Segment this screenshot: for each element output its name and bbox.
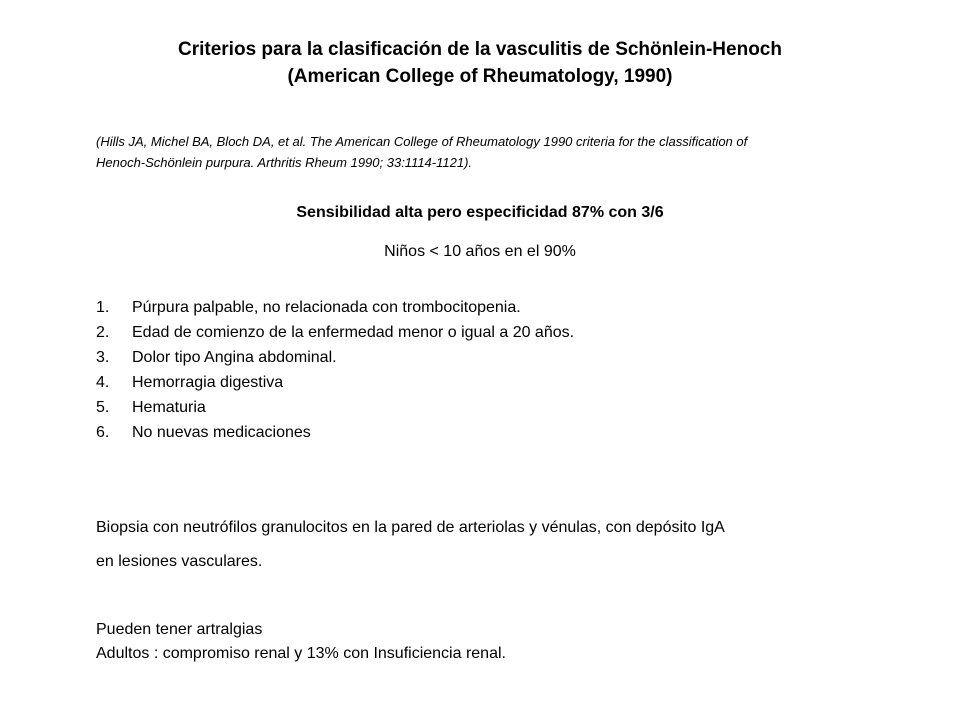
biopsy-line: Biopsia con neutrófilos granulocitos en la pared de arteriolas y vénulas, con depósito IgA — [96, 519, 725, 536]
criteria-text: Hematuria — [132, 399, 206, 416]
criteria-number: 5. — [96, 399, 110, 416]
criteria-item — [96, 295, 856, 320]
biopsy-paragraph — [96, 511, 886, 579]
criteria-text: Púrpura palpable, no relacionada con trombocitopenia. — [132, 299, 521, 316]
sensitivity-heading: Sensibilidad alta pero especificidad 87% con 3/6 — [296, 204, 664, 221]
clinical-notes — [96, 618, 886, 666]
note-artralgias: Pueden tener artralgias — [96, 621, 263, 638]
children-age-note: Niños < 10 años en el 90% — [384, 243, 576, 260]
criteria-item — [96, 370, 856, 395]
criteria-item — [96, 395, 856, 420]
criteria-number: 4. — [96, 374, 110, 391]
criteria-number: 2. — [96, 324, 110, 341]
page-subtitle: (American College of Rheumatology, 1990) — [287, 66, 673, 87]
criteria-text: Dolor tipo Angina abdominal. — [132, 349, 337, 366]
note-renal: Adultos : compromiso renal y 13% con Insuficiencia renal. — [96, 645, 506, 662]
citation-line: Henoch-Schönlein purpura. Arthritis Rheum 1990; 33:1114-1121). — [96, 155, 473, 170]
criteria-list — [96, 295, 856, 445]
citation-reference — [96, 131, 876, 173]
criteria-item — [96, 320, 856, 345]
citation-line: (Hills JA, Michel BA, Bloch DA, et al. The American College of Rheumatology 1990 criteria for the classification of — [96, 134, 748, 149]
biopsy-line: en lesiones vasculares. — [96, 553, 263, 570]
criteria-text: No nuevas medicaciones — [132, 424, 311, 441]
criteria-text: Edad de comienzo de la enfermedad menor o igual a 20 años. — [132, 324, 575, 341]
criteria-text: Hemorragia digestiva — [132, 374, 284, 391]
criteria-number: 1. — [96, 299, 110, 316]
page-title: Criterios para la clasificación de la vasculitis de Schönlein-Henoch — [178, 39, 782, 60]
criteria-item — [96, 420, 856, 445]
criteria-number: 6. — [96, 424, 110, 441]
criteria-number: 3. — [96, 349, 110, 366]
criteria-item — [96, 345, 856, 370]
